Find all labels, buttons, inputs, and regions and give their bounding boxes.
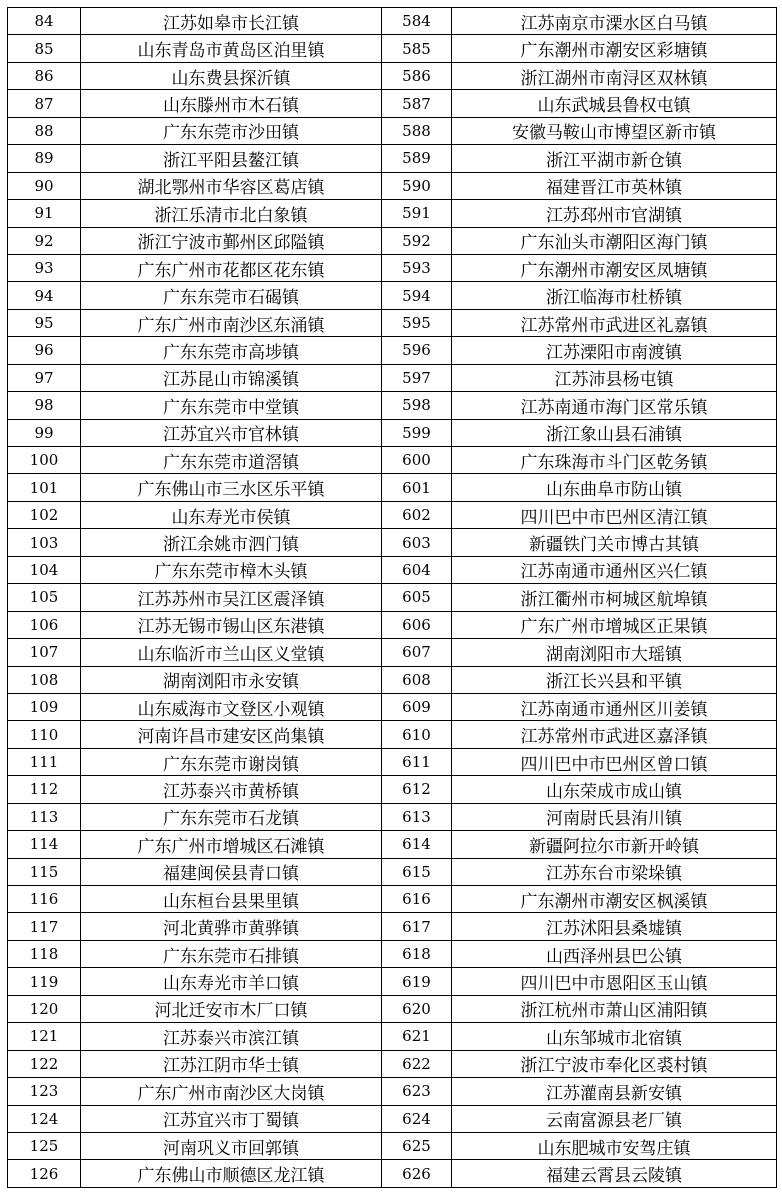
- town-cell-left: 广东东莞市沙田镇: [81, 117, 382, 144]
- table-row: [8, 172, 777, 199]
- rank-cell-right: 602: [382, 501, 452, 528]
- rank-cell-right: 607: [382, 639, 452, 666]
- rank-cell-left: 115: [8, 858, 81, 885]
- table-row: [8, 584, 777, 611]
- town-ranking-table: [7, 7, 777, 1188]
- town-cell-left: 山东滕州市木石镇: [81, 90, 382, 117]
- table-row: [8, 1160, 777, 1188]
- rank-cell-right: 623: [382, 1078, 452, 1105]
- town-cell-left: 广东东莞市中堂镇: [81, 392, 382, 419]
- rank-cell-right: 610: [382, 721, 452, 748]
- rank-cell-left: 89: [8, 145, 81, 172]
- town-cell-right: 四川巴中市巴州区曾口镇: [452, 748, 777, 775]
- town-cell-right: 江苏东台市梁垛镇: [452, 858, 777, 885]
- rank-cell-right: 622: [382, 1050, 452, 1077]
- table-row: [8, 90, 777, 117]
- rank-cell-right: 587: [382, 90, 452, 117]
- town-cell-left: 河北黄骅市黄骅镇: [81, 913, 382, 940]
- town-cell-right: 江苏常州市武进区嘉泽镇: [452, 721, 777, 748]
- rank-cell-left: 100: [8, 447, 81, 474]
- rank-cell-left: 98: [8, 392, 81, 419]
- town-cell-right: 四川巴中市巴州区清江镇: [452, 501, 777, 528]
- rank-cell-right: 593: [382, 254, 452, 281]
- table-row: [8, 364, 777, 391]
- table-row: [8, 1105, 777, 1132]
- town-cell-left: 山东寿光市侯镇: [81, 501, 382, 528]
- rank-cell-right: 617: [382, 913, 452, 940]
- town-cell-left: 广东广州市增城区石滩镇: [81, 831, 382, 858]
- rank-cell-right: 584: [382, 8, 452, 35]
- table-row: [8, 501, 777, 528]
- rank-cell-left: 112: [8, 776, 81, 803]
- town-cell-right: 安徽马鞍山市博望区新市镇: [452, 117, 777, 144]
- town-cell-right: 新疆铁门关市博古其镇: [452, 529, 777, 556]
- rank-cell-right: 614: [382, 831, 452, 858]
- town-cell-left: 广东佛山市顺德区龙江镇: [81, 1160, 382, 1188]
- table-row: [8, 886, 777, 913]
- rank-cell-left: 87: [8, 90, 81, 117]
- town-cell-left: 广东佛山市三水区乐平镇: [81, 474, 382, 501]
- table-row: [8, 611, 777, 638]
- town-cell-left: 河南许昌市建安区尚集镇: [81, 721, 382, 748]
- rank-cell-left: 119: [8, 968, 81, 995]
- rank-cell-right: 613: [382, 803, 452, 830]
- town-cell-left: 江苏如皋市长江镇: [81, 8, 382, 35]
- table-row: [8, 145, 777, 172]
- rank-cell-right: 585: [382, 35, 452, 62]
- town-cell-left: 广东东莞市高埗镇: [81, 337, 382, 364]
- table-row: [8, 392, 777, 419]
- town-cell-right: 江苏常州市武进区礼嘉镇: [452, 309, 777, 336]
- town-cell-right: 河南尉氏县洧川镇: [452, 803, 777, 830]
- town-cell-left: 浙江宁波市鄞州区邱隘镇: [81, 227, 382, 254]
- town-cell-left: 广东东莞市石碣镇: [81, 282, 382, 309]
- town-cell-left: 广东东莞市石排镇: [81, 940, 382, 967]
- town-cell-right: 浙江宁波市奉化区裘村镇: [452, 1050, 777, 1077]
- town-cell-right: 广东潮州市潮安区彩塘镇: [452, 35, 777, 62]
- town-cell-left: 江苏泰兴市滨江镇: [81, 1023, 382, 1050]
- rank-cell-left: 111: [8, 748, 81, 775]
- rank-cell-right: 611: [382, 748, 452, 775]
- rank-cell-right: 592: [382, 227, 452, 254]
- rank-cell-left: 85: [8, 35, 81, 62]
- town-cell-left: 浙江乐清市北白象镇: [81, 200, 382, 227]
- town-cell-left: 山东威海市文登区小观镇: [81, 693, 382, 720]
- town-cell-right: 浙江象山县石浦镇: [452, 419, 777, 446]
- town-cell-left: 江苏昆山市锦溪镇: [81, 364, 382, 391]
- table-row: [8, 940, 777, 967]
- rank-cell-right: 612: [382, 776, 452, 803]
- table-row: [8, 1078, 777, 1105]
- rank-cell-right: 598: [382, 392, 452, 419]
- rank-cell-right: 594: [382, 282, 452, 309]
- town-cell-right: 浙江平湖市新仓镇: [452, 145, 777, 172]
- town-cell-left: 江苏江阴市华士镇: [81, 1050, 382, 1077]
- town-cell-right: 广东汕头市潮阳区海门镇: [452, 227, 777, 254]
- town-cell-right: 江苏邳州市官湖镇: [452, 200, 777, 227]
- table-row: [8, 1023, 777, 1050]
- rank-cell-left: 91: [8, 200, 81, 227]
- town-cell-left: 广东广州市花都区花东镇: [81, 254, 382, 281]
- rank-cell-right: 601: [382, 474, 452, 501]
- town-cell-left: 江苏苏州市吴江区震泽镇: [81, 584, 382, 611]
- table-row: [8, 529, 777, 556]
- town-cell-left: 江苏宜兴市官林镇: [81, 419, 382, 446]
- town-cell-right: 江苏南京市溧水区白马镇: [452, 8, 777, 35]
- town-cell-left: 山东临沂市兰山区义堂镇: [81, 639, 382, 666]
- town-cell-right: 广东珠海市斗门区乾务镇: [452, 447, 777, 474]
- table-row: [8, 639, 777, 666]
- table-row: [8, 254, 777, 281]
- town-cell-right: 江苏南通市通州区川姜镇: [452, 693, 777, 720]
- rank-cell-left: 114: [8, 831, 81, 858]
- rank-cell-left: 116: [8, 886, 81, 913]
- town-cell-left: 福建闽侯县青口镇: [81, 858, 382, 885]
- table-row: [8, 117, 777, 144]
- town-cell-right: 四川巴中市恩阳区玉山镇: [452, 968, 777, 995]
- town-cell-left: 广东广州市南沙区大岗镇: [81, 1078, 382, 1105]
- rank-cell-left: 109: [8, 693, 81, 720]
- town-cell-left: 江苏泰兴市黄桥镇: [81, 776, 382, 803]
- town-cell-left: 山东青岛市黄岛区泊里镇: [81, 35, 382, 62]
- town-cell-right: 江苏南通市通州区兴仁镇: [452, 556, 777, 583]
- table-row: [8, 776, 777, 803]
- table-row: [8, 200, 777, 227]
- rank-cell-left: 126: [8, 1160, 81, 1188]
- town-cell-left: 山东寿光市羊口镇: [81, 968, 382, 995]
- rank-cell-left: 101: [8, 474, 81, 501]
- rank-cell-right: 606: [382, 611, 452, 638]
- rank-cell-left: 97: [8, 364, 81, 391]
- rank-cell-right: 590: [382, 172, 452, 199]
- rank-cell-left: 86: [8, 62, 81, 89]
- rank-cell-left: 106: [8, 611, 81, 638]
- town-cell-right: 浙江临海市杜桥镇: [452, 282, 777, 309]
- rank-cell-left: 123: [8, 1078, 81, 1105]
- table-row: [8, 666, 777, 693]
- rank-cell-right: 619: [382, 968, 452, 995]
- rank-cell-right: 588: [382, 117, 452, 144]
- rank-cell-right: 625: [382, 1132, 452, 1159]
- table-row: [8, 913, 777, 940]
- table-row: [8, 556, 777, 583]
- rank-cell-left: 110: [8, 721, 81, 748]
- rank-cell-right: 618: [382, 940, 452, 967]
- rank-cell-left: 113: [8, 803, 81, 830]
- table-row: [8, 803, 777, 830]
- rank-cell-right: 595: [382, 309, 452, 336]
- table-row: [8, 35, 777, 62]
- town-cell-right: 福建云霄县云陵镇: [452, 1160, 777, 1188]
- town-cell-right: 福建晋江市英林镇: [452, 172, 777, 199]
- town-cell-left: 广东广州市南沙区东涌镇: [81, 309, 382, 336]
- town-cell-right: 江苏灌南县新安镇: [452, 1078, 777, 1105]
- rank-cell-right: 589: [382, 145, 452, 172]
- town-cell-left: 湖南浏阳市永安镇: [81, 666, 382, 693]
- town-cell-left: 江苏宜兴市丁蜀镇: [81, 1105, 382, 1132]
- table-row: [8, 1132, 777, 1159]
- rank-cell-left: 88: [8, 117, 81, 144]
- rank-cell-left: 93: [8, 254, 81, 281]
- town-cell-left: 广东东莞市道滘镇: [81, 447, 382, 474]
- town-cell-right: 湖南浏阳市大瑶镇: [452, 639, 777, 666]
- rank-cell-left: 92: [8, 227, 81, 254]
- table-row: [8, 62, 777, 89]
- town-cell-right: 山东邹城市北宿镇: [452, 1023, 777, 1050]
- rank-cell-left: 94: [8, 282, 81, 309]
- rank-cell-right: 616: [382, 886, 452, 913]
- town-cell-left: 广东东莞市石龙镇: [81, 803, 382, 830]
- rank-cell-right: 620: [382, 995, 452, 1022]
- table-row: [8, 309, 777, 336]
- town-cell-right: 新疆阿拉尔市新开岭镇: [452, 831, 777, 858]
- rank-cell-left: 118: [8, 940, 81, 967]
- rank-cell-right: 597: [382, 364, 452, 391]
- town-cell-right: 浙江长兴县和平镇: [452, 666, 777, 693]
- town-cell-right: 云南富源县老厂镇: [452, 1105, 777, 1132]
- table-row: [8, 419, 777, 446]
- table-row: [8, 968, 777, 995]
- rank-cell-left: 121: [8, 1023, 81, 1050]
- rank-cell-left: 99: [8, 419, 81, 446]
- town-cell-left: 江苏无锡市锡山区东港镇: [81, 611, 382, 638]
- rank-cell-left: 108: [8, 666, 81, 693]
- town-cell-right: 浙江湖州市南浔区双林镇: [452, 62, 777, 89]
- table-row: [8, 995, 777, 1022]
- rank-cell-right: 603: [382, 529, 452, 556]
- rank-cell-right: 615: [382, 858, 452, 885]
- rank-cell-right: 596: [382, 337, 452, 364]
- town-cell-right: 江苏溧阳市南渡镇: [452, 337, 777, 364]
- town-cell-right: 广东潮州市潮安区枫溪镇: [452, 886, 777, 913]
- rank-cell-left: 102: [8, 501, 81, 528]
- table-row: [8, 721, 777, 748]
- town-cell-right: 江苏沭阳县桑墟镇: [452, 913, 777, 940]
- table-row: [8, 693, 777, 720]
- rank-cell-left: 107: [8, 639, 81, 666]
- rank-cell-left: 104: [8, 556, 81, 583]
- town-cell-right: 山东曲阜市防山镇: [452, 474, 777, 501]
- town-cell-right: 江苏沛县杨屯镇: [452, 364, 777, 391]
- town-cell-left: 浙江平阳县鳌江镇: [81, 145, 382, 172]
- rank-cell-left: 122: [8, 1050, 81, 1077]
- town-cell-left: 河北迁安市木厂口镇: [81, 995, 382, 1022]
- rank-cell-right: 586: [382, 62, 452, 89]
- town-cell-right: 山东武城县鲁权屯镇: [452, 90, 777, 117]
- town-cell-left: 山东桓台县果里镇: [81, 886, 382, 913]
- rank-cell-right: 621: [382, 1023, 452, 1050]
- rank-cell-left: 120: [8, 995, 81, 1022]
- town-cell-right: 山东肥城市安驾庄镇: [452, 1132, 777, 1159]
- table-row: [8, 282, 777, 309]
- table-body: [8, 8, 777, 1188]
- town-cell-right: 山西泽州县巴公镇: [452, 940, 777, 967]
- table-row: [8, 1050, 777, 1077]
- rank-cell-left: 124: [8, 1105, 81, 1132]
- rank-cell-right: 608: [382, 666, 452, 693]
- rank-cell-right: 604: [382, 556, 452, 583]
- town-cell-right: 浙江衢州市柯城区航埠镇: [452, 584, 777, 611]
- table-row: [8, 337, 777, 364]
- rank-cell-left: 103: [8, 529, 81, 556]
- rank-cell-right: 591: [382, 200, 452, 227]
- table-row: [8, 474, 777, 501]
- table-row: [8, 831, 777, 858]
- table-row: [8, 227, 777, 254]
- rank-cell-left: 90: [8, 172, 81, 199]
- town-cell-left: 广东东莞市谢岗镇: [81, 748, 382, 775]
- table-row: [8, 748, 777, 775]
- rank-cell-left: 125: [8, 1132, 81, 1159]
- town-cell-right: 广东潮州市潮安区凤塘镇: [452, 254, 777, 281]
- table-row: [8, 447, 777, 474]
- rank-cell-left: 84: [8, 8, 81, 35]
- town-cell-right: 江苏南通市海门区常乐镇: [452, 392, 777, 419]
- rank-cell-left: 96: [8, 337, 81, 364]
- rank-cell-right: 600: [382, 447, 452, 474]
- town-cell-right: 山东荣成市成山镇: [452, 776, 777, 803]
- table-row: [8, 858, 777, 885]
- rank-cell-left: 117: [8, 913, 81, 940]
- town-cell-left: 广东东莞市樟木头镇: [81, 556, 382, 583]
- town-cell-left: 湖北鄂州市华容区葛店镇: [81, 172, 382, 199]
- rank-cell-right: 605: [382, 584, 452, 611]
- town-cell-left: 河南巩义市回郭镇: [81, 1132, 382, 1159]
- rank-cell-right: 599: [382, 419, 452, 446]
- table-row: [8, 8, 777, 35]
- town-cell-right: 浙江杭州市萧山区浦阳镇: [452, 995, 777, 1022]
- rank-cell-left: 95: [8, 309, 81, 336]
- rank-cell-right: 626: [382, 1160, 452, 1188]
- rank-cell-right: 609: [382, 693, 452, 720]
- rank-cell-right: 624: [382, 1105, 452, 1132]
- town-cell-left: 山东费县探沂镇: [81, 62, 382, 89]
- town-cell-right: 广东广州市增城区正果镇: [452, 611, 777, 638]
- rank-cell-left: 105: [8, 584, 81, 611]
- town-cell-left: 浙江余姚市泗门镇: [81, 529, 382, 556]
